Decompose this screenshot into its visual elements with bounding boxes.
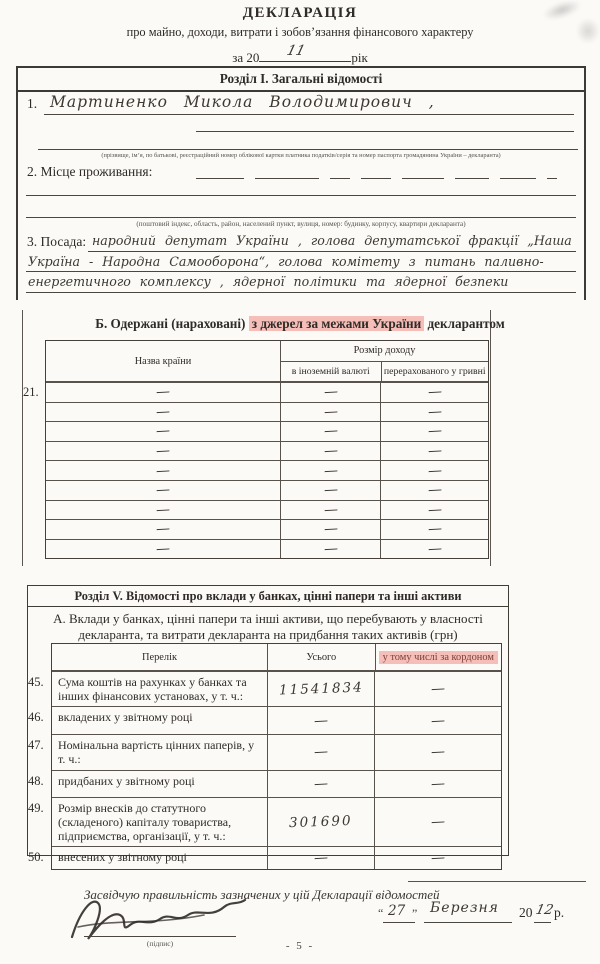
- uah-cell: [381, 481, 488, 500]
- item-label-cell: Сума коштів на рахунках у банках та інших фінансових установах, у т. ч.:: [52, 672, 268, 706]
- item-label-cell: придбаних у звітному році: [52, 771, 268, 797]
- blank-segment: [330, 165, 350, 179]
- blank-line: [88, 251, 576, 252]
- foreign-cell: [281, 422, 382, 441]
- dash-mark: —: [313, 775, 329, 792]
- item-label-cell: вкладених у звітному році: [52, 707, 268, 734]
- abroad-cell: [375, 847, 501, 869]
- country-cell: [46, 403, 281, 422]
- uah-cell: [381, 383, 488, 402]
- table-row: [28, 770, 501, 797]
- abroad-cell: [375, 798, 501, 846]
- dash-mark: —: [313, 744, 329, 761]
- dash-mark: —: [427, 521, 443, 538]
- date-month-handwritten: Березня: [430, 900, 499, 916]
- country-cell: [46, 520, 281, 539]
- uah-cell: [381, 403, 488, 422]
- total-cell: [268, 735, 376, 769]
- dash-mark: —: [323, 481, 339, 499]
- table-row: [23, 382, 488, 402]
- dash-mark: —: [323, 423, 339, 440]
- table-row: [28, 671, 501, 706]
- page-number: - 5 -: [285, 940, 315, 952]
- row-number: 49.: [28, 800, 44, 815]
- dash-mark: —: [155, 521, 171, 538]
- foreign-cell: [281, 481, 382, 500]
- quote-open: “: [378, 906, 384, 920]
- dash-mark: —: [323, 501, 339, 519]
- uah-cell: [381, 501, 488, 520]
- dash-mark: —: [427, 403, 443, 421]
- blank-segment: [361, 165, 391, 179]
- country-cell: [46, 481, 281, 500]
- table-header: [46, 341, 488, 382]
- dash-mark: —: [427, 423, 443, 440]
- total-cell: [268, 798, 376, 846]
- handwritten-amount: 11541834: [278, 679, 364, 699]
- blank-segment: [402, 165, 444, 179]
- item-label-cell: внесених у звітному році: [52, 847, 268, 869]
- col-total-header: Усього: [268, 644, 376, 670]
- col-list-header: Перелік: [52, 644, 268, 670]
- year-suffix: рік: [351, 50, 368, 65]
- blank-line: [26, 271, 576, 272]
- position-handwritten-line3: енергетичного комплексу , ядерної політики та ядерної безпеки: [28, 274, 509, 289]
- year-line: [0, 43, 600, 66]
- date-day-handwritten: 27: [388, 903, 406, 919]
- certification-statement: Засвідчую правильність зазначених у цій Декларації відомостей: [84, 887, 440, 902]
- item-label-cell: Розмір внесків до статутного (складеного) капіталу товариства, підприємства, організації, у т. ч.:: [52, 798, 268, 846]
- document-title: ДЕКЛАРАЦІЯ: [242, 5, 358, 21]
- col-income-header: Розмір доходу: [281, 341, 488, 362]
- table-row: [46, 480, 488, 500]
- dash-mark: —: [430, 813, 446, 831]
- dash-mark: —: [427, 442, 443, 460]
- total-cell: [268, 707, 376, 734]
- date-suffix: р.: [554, 905, 565, 920]
- date-month-line: [424, 922, 512, 923]
- handwritten-amount: 301690: [288, 812, 353, 831]
- row-number: 45.: [28, 675, 44, 689]
- uah-cell: [381, 520, 488, 539]
- date-day-line: [383, 922, 415, 923]
- item2-caption: (поштовий індекс, область, район, населений пункт, вулиця, номер: будинку, корпусу, квартири декларанта): [136, 220, 466, 228]
- dash-mark: —: [430, 680, 446, 698]
- dash-mark: —: [323, 462, 339, 480]
- date-year-handwritten: 12: [534, 902, 555, 918]
- foreign-cell: [281, 461, 382, 480]
- blank-segment: [196, 165, 244, 179]
- dash-mark: —: [427, 540, 443, 558]
- dash-mark: —: [155, 540, 171, 558]
- country-cell: [46, 501, 281, 520]
- total-cell: [268, 771, 376, 797]
- dash-mark: —: [155, 501, 171, 519]
- position-handwritten-line1: народний депутат України , голова депутатської фракції „Наша: [92, 233, 572, 248]
- table-row: [28, 734, 501, 769]
- uah-cell: [381, 422, 488, 441]
- footer-rule: [408, 881, 586, 882]
- dash-mark: —: [323, 540, 339, 558]
- uah-cell: [381, 461, 488, 480]
- dash-mark: —: [155, 481, 171, 499]
- sectionB-title: [20, 316, 580, 332]
- blank-line: [44, 114, 574, 115]
- dash-mark: —: [427, 481, 443, 499]
- item3-label: 3. Посада:: [27, 234, 87, 249]
- sectionV-title: Розділ V. Відомості про вклади у банках, цінні папери та інші активи: [28, 586, 508, 607]
- dash-mark: —: [427, 501, 443, 519]
- row-number: 47.: [28, 738, 44, 753]
- dash-mark: —: [323, 442, 339, 460]
- dash-mark: —: [155, 462, 171, 480]
- foreign-cell: [281, 442, 382, 461]
- dash-mark: —: [430, 775, 446, 792]
- quote-close: ”: [412, 906, 418, 920]
- foreign-cell: [281, 540, 382, 559]
- foreign-cell: [281, 383, 382, 402]
- country-cell: [46, 540, 281, 559]
- table-header: [52, 644, 501, 671]
- abroad-cell: [375, 771, 501, 797]
- country-cell: [46, 422, 281, 441]
- dash-mark: —: [155, 423, 171, 440]
- year-prefix: за 20: [232, 50, 260, 65]
- sectionV-subtitle: А. Вклади у банках, цінні папери та інші активи, що перебувають у власності декларанта, та витрати декларанта на придбання таких активів (грн): [53, 611, 483, 643]
- date-year-line: [534, 922, 551, 923]
- abroad-cell: [375, 707, 501, 734]
- dash-mark: —: [430, 744, 446, 761]
- dash-mark: —: [430, 849, 446, 867]
- foreign-income-table: [23, 340, 489, 559]
- table-row: [46, 421, 488, 441]
- foreign-cell: [281, 501, 382, 520]
- col-uah-header: перерахованого у гривні: [383, 366, 486, 377]
- fragment-border-left: [22, 310, 23, 566]
- table-row: [28, 846, 501, 869]
- sectionB-title-highlight: з джерел за межами України: [249, 316, 424, 331]
- signature-line: [84, 936, 236, 937]
- foreign-cell: [281, 520, 382, 539]
- dash-mark: —: [323, 383, 339, 401]
- sectionV-box: [27, 585, 509, 867]
- dash-mark: —: [313, 712, 329, 730]
- table-row: [46, 402, 488, 422]
- residence-blank-segments: [196, 165, 580, 184]
- blank-line: [26, 292, 576, 293]
- dash-mark: —: [427, 462, 443, 480]
- blank-line: [26, 217, 576, 218]
- dash-mark: —: [323, 403, 339, 421]
- dash-mark: —: [313, 849, 329, 867]
- signature-image: [64, 893, 254, 945]
- item-label-cell: Номінальна вартість цінних паперів, у т. ч.:: [52, 735, 268, 769]
- sectionB-title-suffix: декларантом: [424, 316, 505, 331]
- row-number: 21.: [23, 385, 39, 399]
- sectionB-title-prefix: Б. Одержані (нараховані): [95, 316, 249, 331]
- col-income-header-group: [281, 341, 488, 381]
- foreign-cell: [281, 403, 382, 422]
- row-number: 48.: [28, 773, 44, 788]
- country-cell: [46, 461, 281, 480]
- declarant-name-handwritten: Мартиненко Микола Володимирович ,: [50, 93, 435, 111]
- year-handwritten-value: 11: [285, 43, 308, 59]
- country-cell: [46, 383, 281, 402]
- table-row: [28, 706, 501, 734]
- table-row: [46, 519, 488, 539]
- uah-cell: [381, 540, 488, 559]
- total-cell: [268, 847, 376, 869]
- item2-label: 2. Місце проживання:: [27, 164, 153, 179]
- dash-mark: —: [155, 403, 171, 421]
- table-row: [46, 500, 488, 520]
- blank-segment: [255, 165, 319, 179]
- dash-mark: —: [430, 712, 446, 730]
- blank-segment: [455, 165, 489, 179]
- dash-mark: —: [323, 521, 339, 538]
- blank-line: [196, 131, 574, 132]
- dash-mark: —: [155, 442, 171, 460]
- table-row: [46, 441, 488, 461]
- position-handwritten-line2: Україна - Народна Самооборона“, голова комітету з питань паливно-: [28, 254, 544, 269]
- col-country-header: Назва країни: [46, 341, 281, 381]
- date-year-prefix: 20: [519, 905, 533, 920]
- table-row: [28, 797, 501, 846]
- blank-line: [38, 149, 578, 150]
- table-row: [46, 539, 488, 559]
- blank-line: [26, 195, 576, 196]
- fragment-border-right: [490, 310, 491, 566]
- signature-caption: (підпис): [146, 939, 174, 948]
- item1-caption: (прізвище, ім’я, по батькові, реєстраційний номер облікової картки платника податків/серія та номер паспорта громадянина України – декларанта): [101, 152, 501, 159]
- document-subtitle: про майно, доходи, витрати і зобов’язання фінансового характеру: [126, 25, 474, 39]
- table-row: [46, 460, 488, 480]
- uah-cell: [381, 442, 488, 461]
- abroad-cell: [375, 672, 501, 706]
- abroad-cell: [375, 735, 501, 769]
- blank-segment: [547, 165, 557, 179]
- year-blank-field: [259, 43, 351, 62]
- dash-mark: —: [155, 383, 171, 401]
- bank-assets-table: [28, 643, 502, 870]
- dash-mark: —: [427, 383, 443, 401]
- section1-title: Розділ І. Загальні відомості: [18, 68, 584, 92]
- country-cell: [46, 442, 281, 461]
- col-abroad-header: [376, 644, 501, 670]
- item1-number: 1.: [27, 96, 38, 111]
- total-cell: [268, 672, 376, 706]
- col-foreign-currency-header: в іноземній валюті: [281, 362, 382, 381]
- blank-segment: [500, 165, 536, 179]
- row-number: 46.: [28, 710, 44, 725]
- row-number: 50.: [28, 850, 44, 865]
- section1-box: [16, 66, 586, 300]
- col-abroad-header-highlight: у тому числі за кордоном: [379, 651, 498, 664]
